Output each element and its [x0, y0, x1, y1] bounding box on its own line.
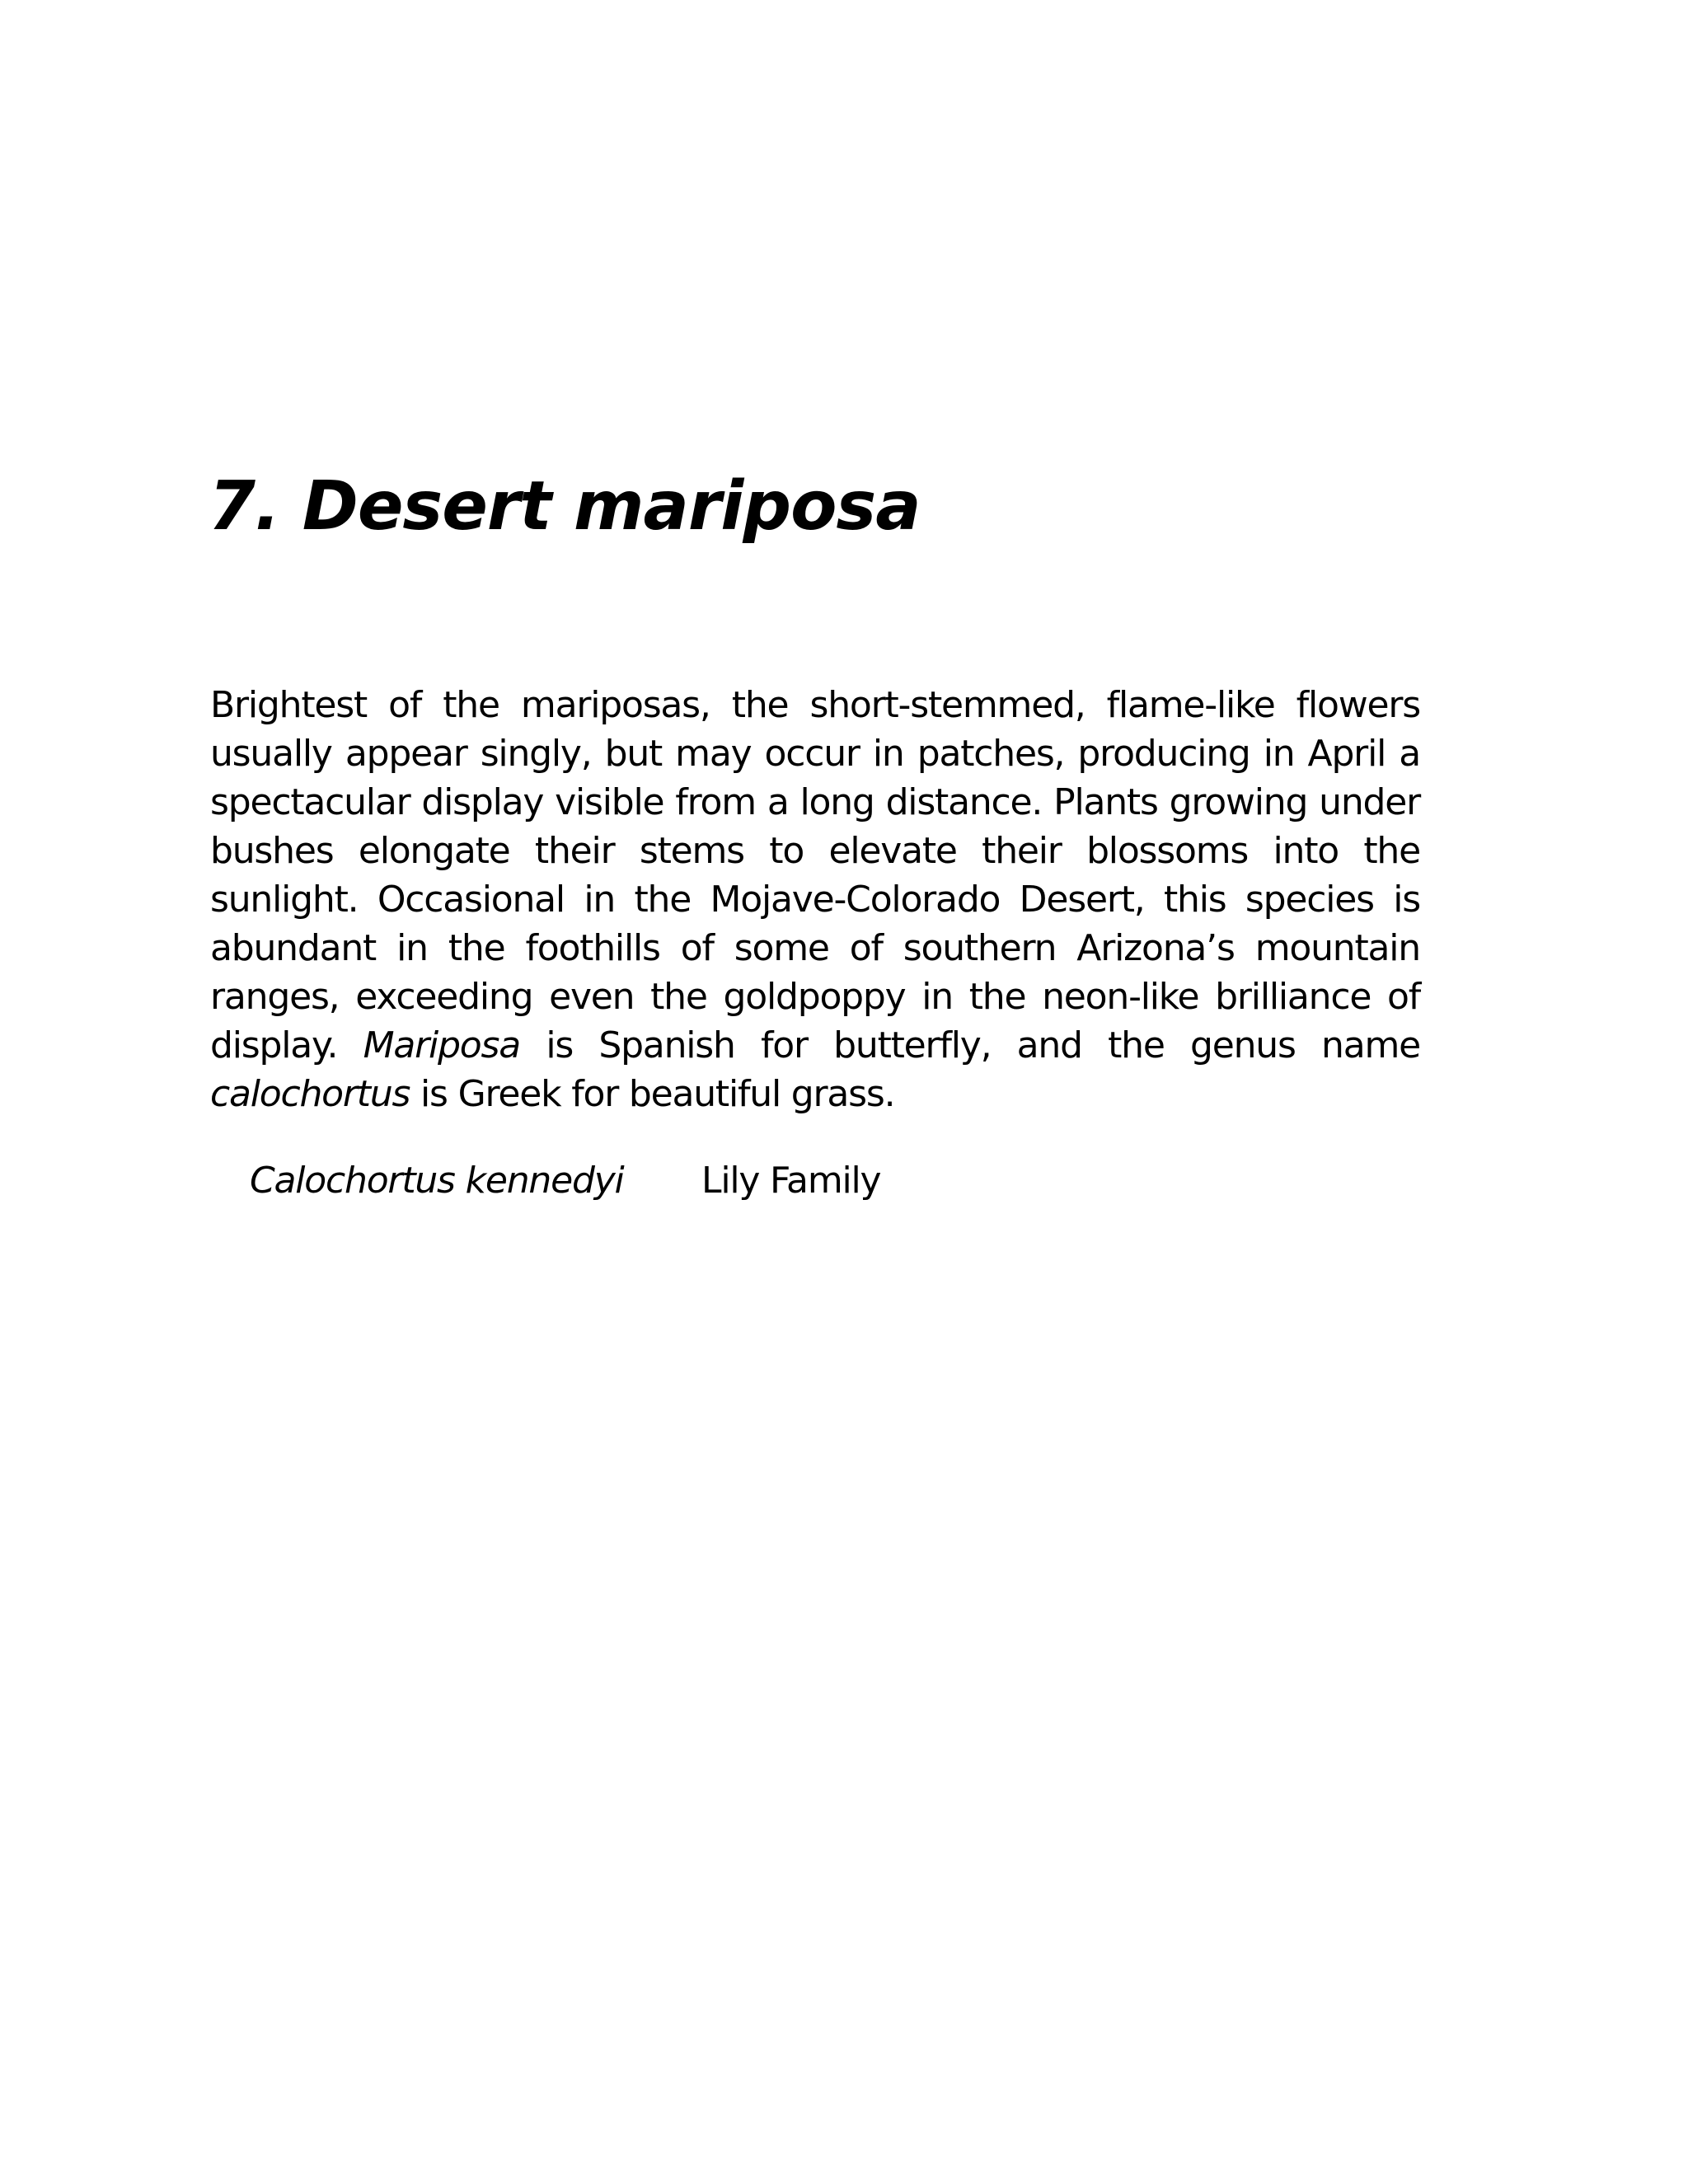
description-paragraph [210, 681, 1420, 1118]
italic-term-mariposa: Mariposa [363, 1024, 521, 1066]
description-text: is Greek for beautiful grass. [410, 1073, 895, 1115]
italic-term-calochortus: calochortus [210, 1073, 410, 1115]
page-title: 7. Desert mariposa [209, 467, 921, 546]
family-name: Lily Family [701, 1160, 881, 1202]
description-text: is Spanish for butterfly, and the genus name [520, 1024, 1420, 1066]
description-text: Brightest of the mariposas, the short-stemmed, flame-like flowers usually appear singly, but may occur in patches, producing in April a spectacular display visible from a long distance. Plants growing under bushes elongate their stems to elevate their blossoms into the sunlight. Occasional in the Mojave-Colorado Desert, this species is abundant in the foothills of some of southern Arizona’s mountain ranges, exceeding even the goldpoppy in the neon-like brilliance of display. [210, 684, 1420, 1066]
scientific-name: Calochortus kennedyi [250, 1160, 624, 1202]
species-caption [250, 1156, 880, 1206]
